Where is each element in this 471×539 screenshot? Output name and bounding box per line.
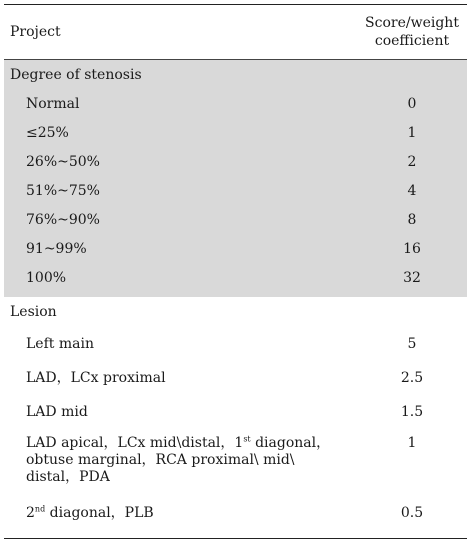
row-label: 100% bbox=[26, 270, 67, 286]
row-value: 2.5 bbox=[400, 369, 424, 386]
row-label-part-b: diagonal，PLB bbox=[45, 504, 154, 521]
table-row bbox=[4, 206, 467, 235]
row-label: 51%~75% bbox=[26, 183, 100, 199]
row-label: 26%~50% bbox=[26, 154, 100, 170]
section-title-lesion: Lesion bbox=[10, 304, 57, 320]
table-row bbox=[4, 148, 467, 177]
table-row bbox=[4, 119, 467, 148]
row-label: 91~99% bbox=[26, 241, 87, 257]
table-row bbox=[4, 90, 467, 119]
row-label-superscript: nd bbox=[34, 503, 46, 513]
row-label-part-a: 2 bbox=[26, 504, 35, 521]
table-row bbox=[4, 361, 467, 395]
row-label: LAD mid bbox=[26, 403, 88, 420]
row-value: 5 bbox=[407, 335, 417, 352]
row-label bbox=[4, 505, 357, 522]
row-value: 4 bbox=[407, 183, 417, 199]
row-value: 0.5 bbox=[400, 504, 424, 521]
header-score bbox=[357, 14, 467, 50]
row-value: 2 bbox=[407, 154, 417, 170]
row-label: Left main bbox=[26, 335, 94, 352]
row-label: Normal bbox=[26, 96, 80, 112]
table-header bbox=[4, 5, 467, 59]
row-value: 1.5 bbox=[400, 403, 424, 420]
header-project: Project bbox=[10, 24, 61, 40]
row-label-superscript: st bbox=[243, 434, 251, 444]
scoring-table bbox=[4, 4, 467, 539]
header-score-line1: Score/weight bbox=[365, 15, 459, 31]
table-row bbox=[4, 492, 467, 534]
row-value: 1 bbox=[407, 125, 417, 141]
row-value: 0 bbox=[407, 96, 417, 112]
table-row bbox=[4, 177, 467, 206]
row-label: ≤25% bbox=[26, 125, 69, 141]
table-row bbox=[4, 235, 467, 264]
row-value: 8 bbox=[407, 212, 417, 228]
row-value: 32 bbox=[403, 270, 421, 286]
table-row bbox=[4, 327, 467, 361]
row-label bbox=[4, 435, 357, 486]
row-label-part-b: diagonal， obtuse marginal，RCA proximal\ mid\ distal，PDA bbox=[26, 435, 331, 485]
section-title-stenosis: Degree of stenosis bbox=[10, 67, 142, 83]
header-score-line2: coefficient bbox=[374, 33, 450, 49]
row-label: LAD，LCx proximal bbox=[26, 369, 166, 386]
row-value: 1 bbox=[407, 435, 417, 451]
row-label-part-a: LAD apical，LCx mid\distal，1 bbox=[26, 435, 244, 451]
section-lesion bbox=[4, 297, 467, 538]
table-row bbox=[4, 395, 467, 429]
row-label: 76%~90% bbox=[26, 212, 100, 228]
table-row bbox=[4, 264, 467, 293]
row-value: 16 bbox=[403, 241, 421, 257]
section-stenosis bbox=[4, 60, 467, 297]
table-row bbox=[4, 429, 467, 492]
